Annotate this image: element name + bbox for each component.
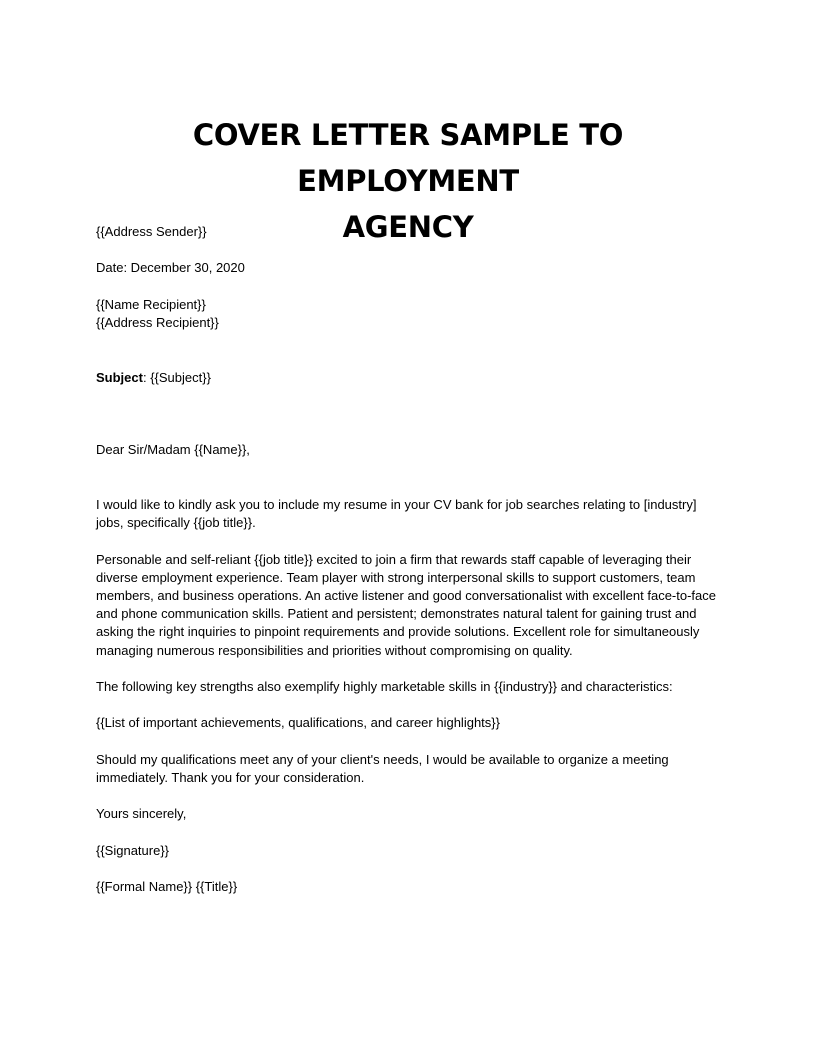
signature: {{Signature}} — [96, 842, 170, 858]
title-line-1: COVER LETTER SAMPLE TO EMPLOYMENT — [192, 118, 624, 198]
paragraph-4: Should my qualifications meet any of your client's needs, I would be available to organize a meeting immediately. Thank you for your consideration. — [96, 751, 669, 785]
address-recipient: {{Address Recipient}} — [96, 314, 219, 330]
closing: Yours sincerely, — [96, 806, 187, 822]
letter-date: Date: December 30, 2020 — [96, 260, 245, 276]
address-sender: {{Address Sender}} — [96, 224, 207, 239]
paragraph-2: Personable and self-reliant {{job title}} excited to join a firm that rewards staff capable of leveraging their diverse employment experience. Team player with strong interpersonal skills to support customers, team members, and business operations. An active listener and good conversationalist with excellent face-to-face and phone communication skills. Patient and persistent; demonstrates natural talent for gaining trust and asking the right inquiries to pinpoint requirements and provide solutions. Excellent role for simultaneously managing numerous responsibilities and priorities without compromising on quality. — [96, 551, 717, 658]
name-recipient: {{Name Recipient}} — [96, 296, 206, 312]
paragraph-1: I would like to kindly ask you to include my resume in your CV bank for job searches relating to [industry] jobs, specifically {{job title}}. — [96, 496, 697, 531]
subject-value: : {{Subject}} — [142, 369, 211, 385]
subject-line — [96, 369, 726, 387]
title-line-2: AGENCY — [342, 210, 474, 244]
salutation: Dear Sir/Madam {{Name}}, — [96, 442, 250, 458]
achievements-placeholder: {{List of important achievements, qualifications, and career highlights}} — [96, 715, 500, 731]
formal-name-title: {{Formal Name}} {{Title}} — [96, 879, 238, 895]
letter-body — [96, 223, 726, 896]
subject-label: Subject — [96, 369, 143, 385]
paragraph-3: The following key strengths also exemplify highly marketable skills in {{industry}} and characteristics: — [96, 678, 673, 694]
